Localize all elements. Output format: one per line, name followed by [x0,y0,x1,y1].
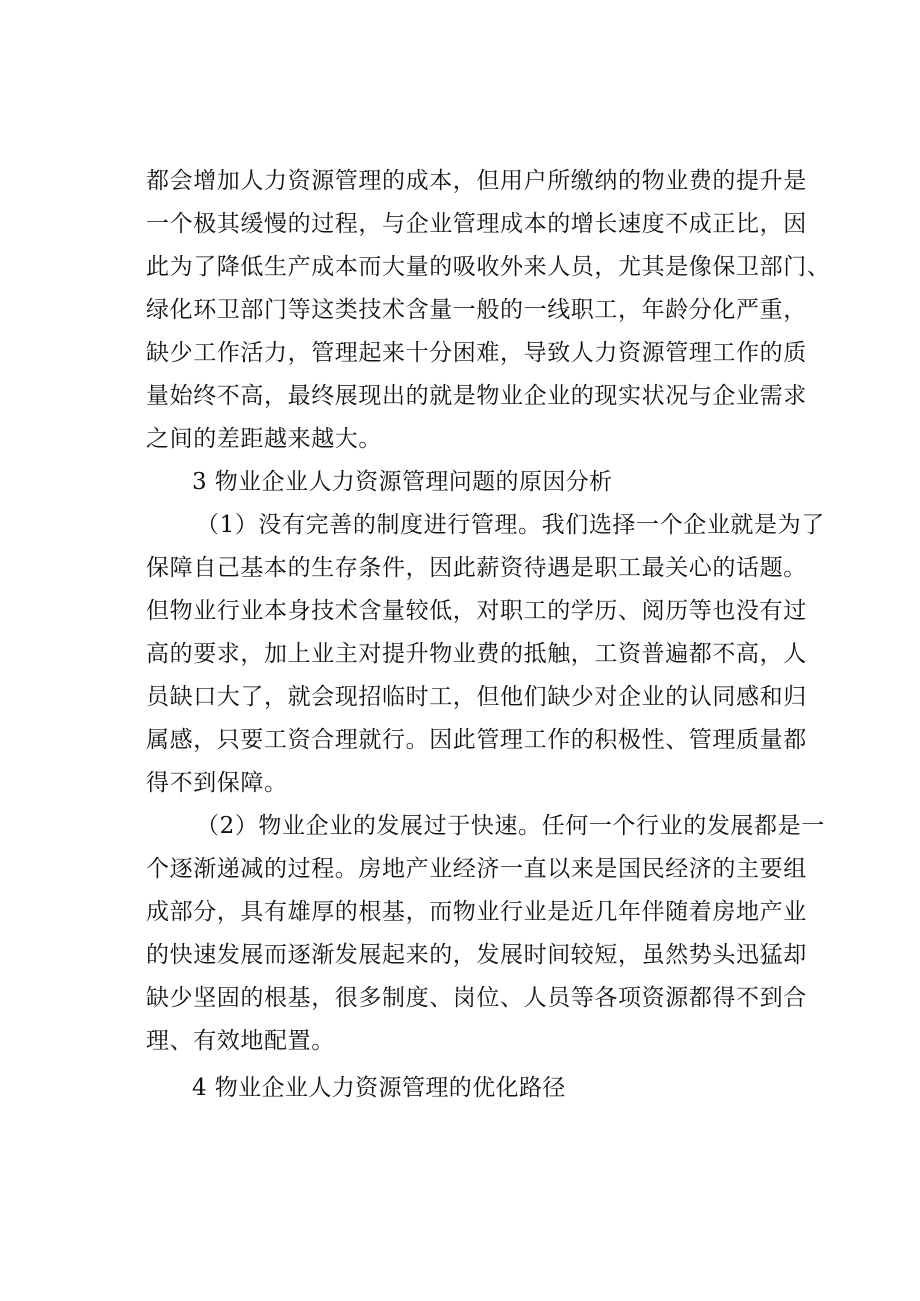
text-line: 个逐渐递减的过程。房地产业经济一直以来是国民经济的主要组 [146,856,807,882]
text-line: 高的要求，加上业主对提升物业费的抵触，工资普遍都不高，人 [146,641,807,667]
text-line: 员缺口大了，就会现招临时工，但他们缺少对企业的认同感和归 [146,684,807,710]
text-line: 的快速发展而逐渐发展起来的，发展时间较短，虽然势头迅猛却 [146,942,807,968]
text-line: 缺少坚固的根基，很多制度、岗位、人员等各项资源都得不到合 [146,985,807,1011]
text-line: 成部分，具有雄厚的根基，而物业行业是近几年伴随着房地产业 [146,899,807,925]
text-line: （1）没有完善的制度进行管理。我们选择一个企业就是为了 [196,512,825,538]
text-line: 但物业行业本身技术含量较低，对职工的学历、阅历等也没有过 [146,598,807,624]
text-line: 缺少工作活力，管理起来十分困难，导致人力资源管理工作的质 [146,340,807,366]
text-line: 一个极其缓慢的过程，与企业管理成本的增长速度不成正比，因 [146,211,807,237]
section-heading-3: 3 物业企业人力资源管理问题的原因分析 [192,469,613,495]
text-line: 量始终不高，最终展现出的就是物业企业的现实状况与企业需求 [146,383,807,409]
text-line: （2）物业企业的发展过于快速。任何一个行业的发展都是一 [196,813,825,839]
text-line: 绿化环卫部门等这类技术含量一般的一线职工，年龄分化严重， [146,297,807,323]
text-line: 此为了降低生产成本而大量的吸收外来人员，尤其是像保卫部门、 [146,254,831,280]
text-line: 之间的差距越来越大。 [146,426,382,452]
text-line: 理、有效地配置。 [146,1028,335,1054]
text-line: 得不到保障。 [146,770,288,796]
text-line: 保障自己基本的生存条件，因此薪资待遇是职工最关心的话题。 [146,555,807,581]
text-line: 属感，只要工资合理就行。因此管理工作的积极性、管理质量都 [146,727,807,753]
section-heading-4: 4 物业企业人力资源管理的优化路径 [192,1075,566,1101]
text-line: 都会增加人力资源管理的成本，但用户所缴纳的物业费的提升是 [146,168,807,194]
